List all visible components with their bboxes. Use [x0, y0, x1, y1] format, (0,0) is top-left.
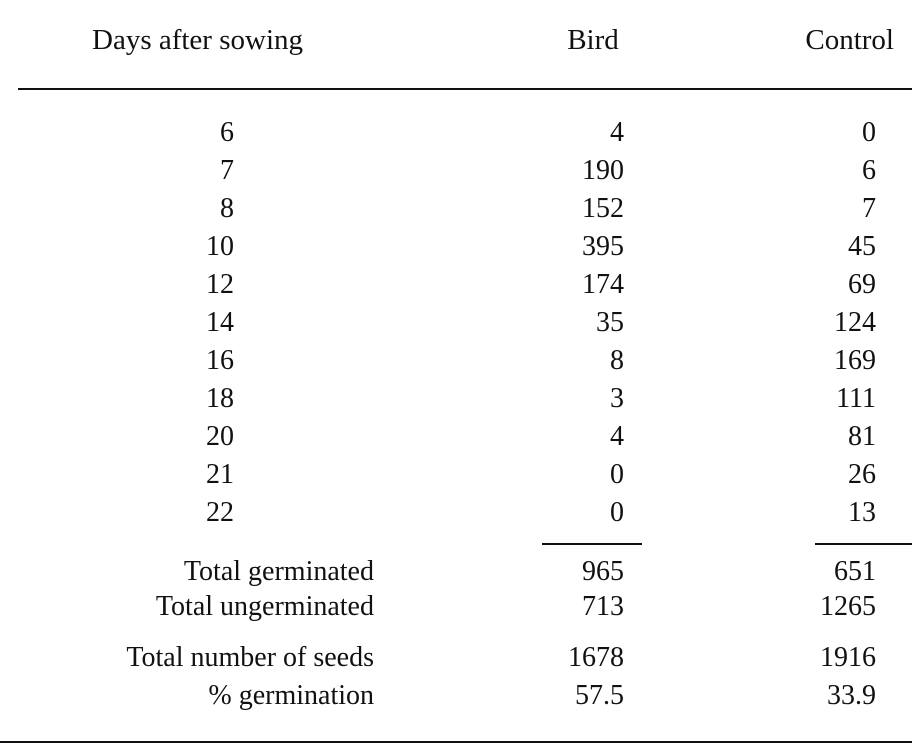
- summary-label: Total germinated: [183, 556, 374, 587]
- header-bird: Bird: [567, 24, 619, 56]
- day-cell: 22: [206, 497, 234, 528]
- bird-cell: 190: [582, 155, 624, 186]
- control-cell: 26: [848, 459, 876, 490]
- bird-cell: 8: [610, 345, 624, 376]
- bird-cell: 0: [610, 459, 624, 490]
- table-row: [0, 345, 912, 379]
- sum-rule-bird: [542, 543, 642, 545]
- day-cell: 10: [206, 231, 234, 262]
- control-cell: 69: [848, 269, 876, 300]
- bird-cell: 965: [582, 556, 624, 587]
- bottom-rule: [0, 741, 912, 743]
- day-cell: 14: [206, 307, 234, 338]
- table-row: [0, 307, 912, 341]
- header-control: Control: [805, 24, 894, 56]
- control-cell: 45: [848, 231, 876, 262]
- control-cell: 7: [862, 193, 876, 224]
- day-cell: 6: [220, 117, 234, 148]
- bird-cell: 395: [582, 231, 624, 262]
- day-cell: 12: [206, 269, 234, 300]
- day-cell: 7: [220, 155, 234, 186]
- bird-cell: 35: [596, 307, 624, 338]
- control-cell: 33.9: [827, 680, 876, 711]
- control-cell: 81: [848, 421, 876, 452]
- summary-row-percent-germination: [0, 680, 912, 714]
- sum-rule-control: [815, 543, 912, 545]
- bird-cell: 57.5: [575, 680, 624, 711]
- bird-cell: 4: [610, 117, 624, 148]
- control-cell: 1265: [820, 591, 876, 622]
- bird-cell: 3: [610, 383, 624, 414]
- day-cell: 16: [206, 345, 234, 376]
- table-row: [0, 497, 912, 531]
- control-cell: 111: [836, 383, 876, 414]
- table-row: [0, 231, 912, 265]
- day-cell: 8: [220, 193, 234, 224]
- control-cell: 1916: [820, 642, 876, 673]
- summary-label: Total ungerminated: [155, 591, 374, 622]
- table-row: [0, 269, 912, 303]
- day-cell: 21: [206, 459, 234, 490]
- table-row: [0, 383, 912, 417]
- summary-label: % germination: [208, 680, 374, 711]
- table-row: [0, 155, 912, 189]
- header-days-after-sowing: Days after sowing: [92, 24, 304, 56]
- control-cell: 13: [848, 497, 876, 528]
- summary-label: Total number of seeds: [126, 642, 374, 673]
- control-cell: 169: [834, 345, 876, 376]
- table-row: [0, 193, 912, 227]
- day-cell: 20: [206, 421, 234, 452]
- control-cell: 6: [862, 155, 876, 186]
- bird-cell: 1678: [568, 642, 624, 673]
- table-row: [0, 421, 912, 455]
- summary-row-total-germinated: [0, 556, 912, 590]
- bird-cell: 713: [582, 591, 624, 622]
- bird-cell: 152: [582, 193, 624, 224]
- day-cell: 18: [206, 383, 234, 414]
- table-row: [0, 117, 912, 151]
- control-cell: 651: [834, 556, 876, 587]
- table-row: [0, 459, 912, 493]
- control-cell: 0: [862, 117, 876, 148]
- summary-row-total-ungerminated: [0, 591, 912, 625]
- summary-row-total-seeds: [0, 642, 912, 676]
- bird-cell: 0: [610, 497, 624, 528]
- bird-cell: 4: [610, 421, 624, 452]
- bird-cell: 174: [582, 269, 624, 300]
- control-cell: 124: [834, 307, 876, 338]
- header-rule: [18, 88, 912, 90]
